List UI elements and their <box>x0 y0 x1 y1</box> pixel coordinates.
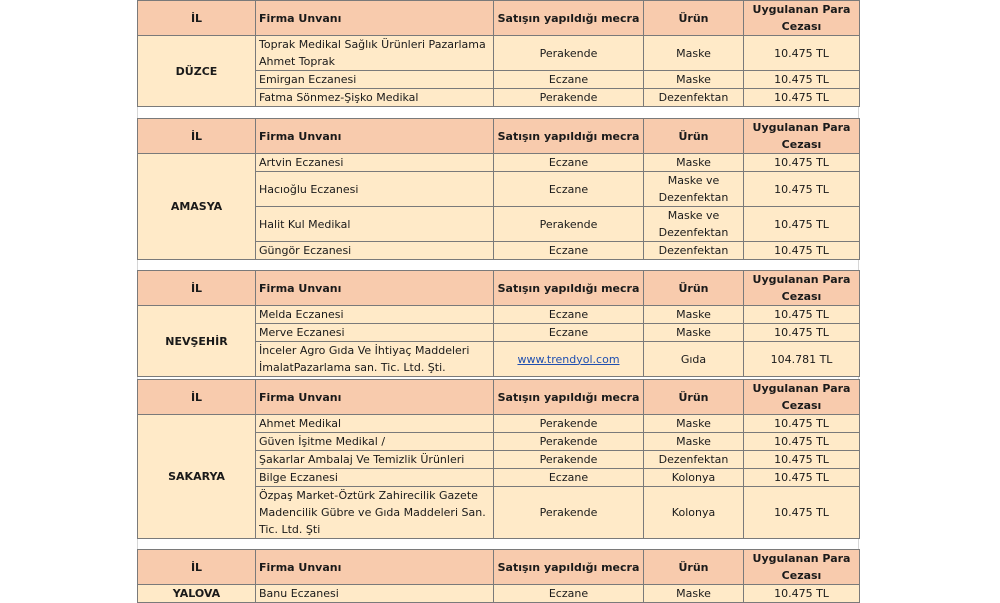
province-cell: SAKARYA <box>138 415 256 539</box>
product: Maske <box>644 71 744 89</box>
table-header-row <box>138 380 860 415</box>
header-il: İL <box>138 119 256 154</box>
penalty-amount: 10.475 TL <box>744 415 860 433</box>
penalty-amount: 10.475 TL <box>744 433 860 451</box>
penalty-amount: 10.475 TL <box>744 71 860 89</box>
header-ceza: Uygulanan Para Cezası <box>744 1 860 36</box>
table-header-row <box>138 119 860 154</box>
header-ceza: Uygulanan Para Cezası <box>744 550 860 585</box>
header-firma: Firma Unvanı <box>256 1 494 36</box>
firm-name: Artvin Eczanesi <box>256 154 494 172</box>
sales-channel: Eczane <box>494 324 644 342</box>
header-firma: Firma Unvanı <box>256 119 494 154</box>
product: Maske ve Dezenfektan <box>644 172 744 207</box>
header-il: İL <box>138 380 256 415</box>
header-urun: Ürün <box>644 119 744 154</box>
header-firma: Firma Unvanı <box>256 550 494 585</box>
firm-name: Emirgan Eczanesi <box>256 71 494 89</box>
penalty-amount: 10.475 TL <box>744 242 860 260</box>
firm-name: Güngör Eczanesi <box>256 242 494 260</box>
firm-name: Hacıoğlu Eczanesi <box>256 172 494 207</box>
table-row <box>138 36 860 71</box>
header-mecra: Satışın yapıldığı mecra <box>494 550 644 585</box>
trendyol-link[interactable]: www.trendyol.com <box>517 352 620 366</box>
sales-channel: Eczane <box>494 154 644 172</box>
firm-name: İnceler Agro Gıda Ve İhtiyaç Maddeleri İmalatPazarlama san. Tic. Ltd. Şti. <box>256 342 494 377</box>
header-urun: Ürün <box>644 271 744 306</box>
sales-channel: Perakende <box>494 433 644 451</box>
product: Maske <box>644 324 744 342</box>
firm-name: Melda Eczanesi <box>256 306 494 324</box>
header-il: İL <box>138 271 256 306</box>
firm-name: Bilge Eczanesi <box>256 469 494 487</box>
header-mecra: Satışın yapıldığı mecra <box>494 380 644 415</box>
sales-channel: Perakende <box>494 36 644 71</box>
header-firma: Firma Unvanı <box>256 380 494 415</box>
firm-name: Ahmet Medikal <box>256 415 494 433</box>
penalty-amount: 10.475 TL <box>744 469 860 487</box>
header-ceza: Uygulanan Para Cezası <box>744 119 860 154</box>
table-header-row <box>138 271 860 306</box>
table-row <box>138 154 860 172</box>
table-row <box>138 415 860 433</box>
product: Dezenfektan <box>644 451 744 469</box>
product: Kolonya <box>644 487 744 539</box>
penalty-table-sakarya <box>137 379 860 539</box>
product: Dezenfektan <box>644 89 744 107</box>
product: Maske <box>644 306 744 324</box>
product: Gıda <box>644 342 744 377</box>
header-mecra: Satışın yapıldığı mecra <box>494 1 644 36</box>
table-row <box>138 306 860 324</box>
product: Maske <box>644 415 744 433</box>
product: Kolonya <box>644 469 744 487</box>
province-cell: NEVŞEHİR <box>138 306 256 377</box>
table-header-row <box>138 1 860 36</box>
sales-channel: Eczane <box>494 469 644 487</box>
product: Maske <box>644 585 744 603</box>
firm-name: Şakarlar Ambalaj Ve Temizlik Ürünleri <box>256 451 494 469</box>
header-il: İL <box>138 550 256 585</box>
firm-name: Banu Eczanesi <box>256 585 494 603</box>
sales-channel: Eczane <box>494 585 644 603</box>
product: Maske ve Dezenfektan <box>644 207 744 242</box>
sales-channel: Eczane <box>494 306 644 324</box>
penalty-table-yalova <box>137 549 860 603</box>
penalty-amount: 10.475 TL <box>744 89 860 107</box>
firm-name: Merve Eczanesi <box>256 324 494 342</box>
firm-name: Halit Kul Medikal <box>256 207 494 242</box>
header-il: İL <box>138 1 256 36</box>
sales-channel: Perakende <box>494 487 644 539</box>
penalty-table-nevsehir <box>137 270 860 377</box>
sales-channel: Perakende <box>494 207 644 242</box>
product: Maske <box>644 36 744 71</box>
penalty-amount: 10.475 TL <box>744 207 860 242</box>
sales-channel: Eczane <box>494 172 644 207</box>
firm-name: Güven İşitme Medikal / <box>256 433 494 451</box>
sales-channel: Eczane <box>494 71 644 89</box>
product: Maske <box>644 433 744 451</box>
province-cell: DÜZCE <box>138 36 256 107</box>
header-mecra: Satışın yapıldığı mecra <box>494 271 644 306</box>
header-firma: Firma Unvanı <box>256 271 494 306</box>
sales-channel-link-cell <box>494 342 644 377</box>
penalty-amount: 10.475 TL <box>744 324 860 342</box>
firm-name: Özpaş Market-Öztürk Zahirecilik Gazete Madencilik Gübre ve Gıda Maddeleri San. Tic. Ltd. Şti <box>256 487 494 539</box>
header-urun: Ürün <box>644 380 744 415</box>
header-mecra: Satışın yapıldığı mecra <box>494 119 644 154</box>
header-ceza: Uygulanan Para Cezası <box>744 271 860 306</box>
penalty-amount: 10.475 TL <box>744 306 860 324</box>
header-urun: Ürün <box>644 1 744 36</box>
firm-name: Fatma Sönmez-Şişko Medikal <box>256 89 494 107</box>
header-ceza: Uygulanan Para Cezası <box>744 380 860 415</box>
penalty-table-duzce <box>137 0 860 107</box>
penalty-amount: 10.475 TL <box>744 585 860 603</box>
penalty-amount: 10.475 TL <box>744 487 860 539</box>
province-cell: AMASYA <box>138 154 256 260</box>
sales-channel: Perakende <box>494 89 644 107</box>
sales-channel: Perakende <box>494 451 644 469</box>
penalty-amount: 104.781 TL <box>744 342 860 377</box>
table-header-row <box>138 550 860 585</box>
firm-name: Toprak Medikal Sağlık Ürünleri Pazarlama Ahmet Toprak <box>256 36 494 71</box>
sales-channel: Perakende <box>494 415 644 433</box>
product: Dezenfektan <box>644 242 744 260</box>
penalty-amount: 10.475 TL <box>744 451 860 469</box>
penalty-amount: 10.475 TL <box>744 172 860 207</box>
penalty-amount: 10.475 TL <box>744 154 860 172</box>
penalty-table-amasya <box>137 118 860 260</box>
penalty-amount: 10.475 TL <box>744 36 860 71</box>
product: Maske <box>644 154 744 172</box>
header-urun: Ürün <box>644 550 744 585</box>
sales-channel: Eczane <box>494 242 644 260</box>
province-cell: YALOVA <box>138 585 256 603</box>
